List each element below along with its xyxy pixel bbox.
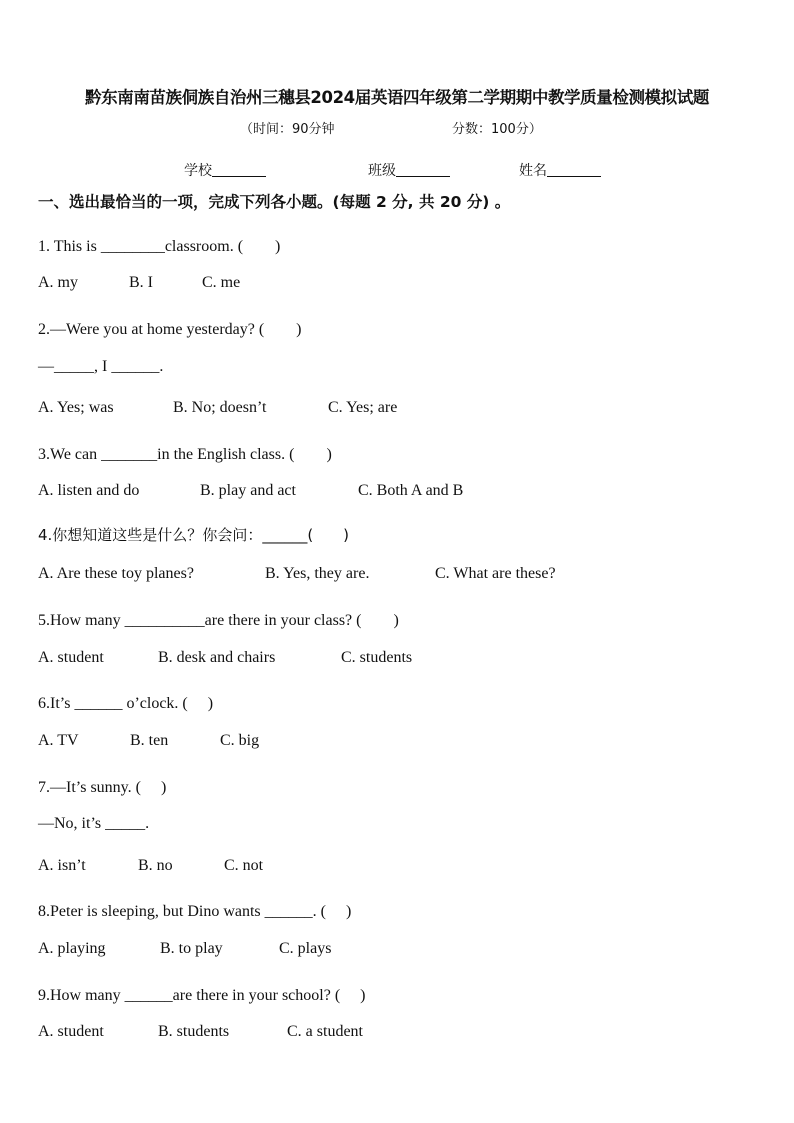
question-7-option-b[interactable]: B. no bbox=[138, 857, 173, 874]
question-8-option-a[interactable]: A. playing bbox=[38, 940, 106, 957]
class-blank[interactable] bbox=[396, 163, 450, 177]
section-heading: 一、选出最恰当的一项，完成下列各小题。(每题 2 分, 共 20 分) 。 bbox=[38, 193, 511, 211]
question-1-option-a[interactable]: A. my bbox=[38, 274, 78, 291]
question-4-option-a[interactable]: A. Are these toy planes? bbox=[38, 565, 194, 582]
question-6-option-b[interactable]: B. ten bbox=[130, 732, 169, 749]
question-9-option-a[interactable]: A. student bbox=[38, 1023, 104, 1040]
question-5-stem: 5.How many __________are there in your class? ( ) bbox=[38, 612, 399, 629]
question-5-option-b[interactable]: B. desk and chairs bbox=[158, 649, 276, 666]
exam-title: 黔东南南苗族侗族自治州三穗县2024届英语四年级第二学期期中教学质量检测模拟试题 bbox=[85, 88, 709, 107]
question-3-option-a[interactable]: A. listen and do bbox=[38, 482, 140, 499]
question-3-option-c[interactable]: C. Both A and B bbox=[358, 482, 464, 499]
question-2-stem: 2.—Were you at home yesterday? ( ) bbox=[38, 321, 302, 338]
school-blank[interactable] bbox=[212, 163, 266, 177]
exam-time: （时间：90分钟 bbox=[240, 122, 335, 137]
question-4-option-c[interactable]: C. What are these? bbox=[435, 565, 556, 582]
name-field bbox=[519, 160, 601, 180]
question-2-option-b[interactable]: B. No; doesn’t bbox=[173, 399, 267, 416]
exam-score: 分数：100分） bbox=[452, 122, 542, 137]
school-field bbox=[184, 160, 266, 180]
question-3-option-b[interactable]: B. play and act bbox=[200, 482, 296, 499]
question-1-option-c[interactable]: C. me bbox=[202, 274, 241, 291]
question-8-option-c[interactable]: C. plays bbox=[279, 940, 332, 957]
question-5-option-a[interactable]: A. student bbox=[38, 649, 104, 666]
question-1-stem: 1. This is ________classroom. ( ) bbox=[38, 238, 281, 255]
class-label: 班级 bbox=[368, 163, 396, 179]
question-2-dialogue: —_____, I ______. bbox=[38, 358, 164, 375]
question-9-option-b[interactable]: B. students bbox=[158, 1023, 230, 1040]
question-2-option-a[interactable]: A. Yes; was bbox=[38, 399, 114, 416]
question-8-option-b[interactable]: B. to play bbox=[160, 940, 223, 957]
question-5-option-c[interactable]: C. students bbox=[341, 649, 413, 666]
name-label: 姓名 bbox=[519, 163, 547, 179]
question-4-option-b[interactable]: B. Yes, they are. bbox=[265, 565, 370, 582]
question-1-option-b[interactable]: B. I bbox=[129, 274, 153, 291]
question-7-dialogue: —No, it’s _____. bbox=[38, 815, 150, 832]
school-label: 学校 bbox=[184, 163, 212, 179]
question-7-option-c[interactable]: C. not bbox=[224, 857, 264, 874]
question-8-stem: 8.Peter is sleeping, but Dino wants ______. ( ) bbox=[38, 903, 352, 920]
class-field bbox=[368, 160, 450, 180]
question-7-option-a[interactable]: A. isn’t bbox=[38, 857, 86, 874]
question-6-stem: 6.It’s ______ o’clock. ( ) bbox=[38, 695, 214, 712]
question-6-option-a[interactable]: A. TV bbox=[38, 732, 79, 749]
question-4-stem: 4.你想知道这些是什么？你会问：______( ) bbox=[38, 526, 350, 544]
name-blank[interactable] bbox=[547, 163, 601, 177]
question-6-option-c[interactable]: C. big bbox=[220, 732, 260, 749]
question-9-stem: 9.How many ______are there in your school? ( ) bbox=[38, 987, 366, 1004]
question-3-stem: 3.We can _______in the English class. ( ) bbox=[38, 446, 332, 463]
question-7-stem: 7.—It’s sunny. ( ) bbox=[38, 779, 167, 796]
question-9-option-c[interactable]: C. a student bbox=[287, 1023, 363, 1040]
question-2-option-c[interactable]: C. Yes; are bbox=[328, 399, 398, 416]
